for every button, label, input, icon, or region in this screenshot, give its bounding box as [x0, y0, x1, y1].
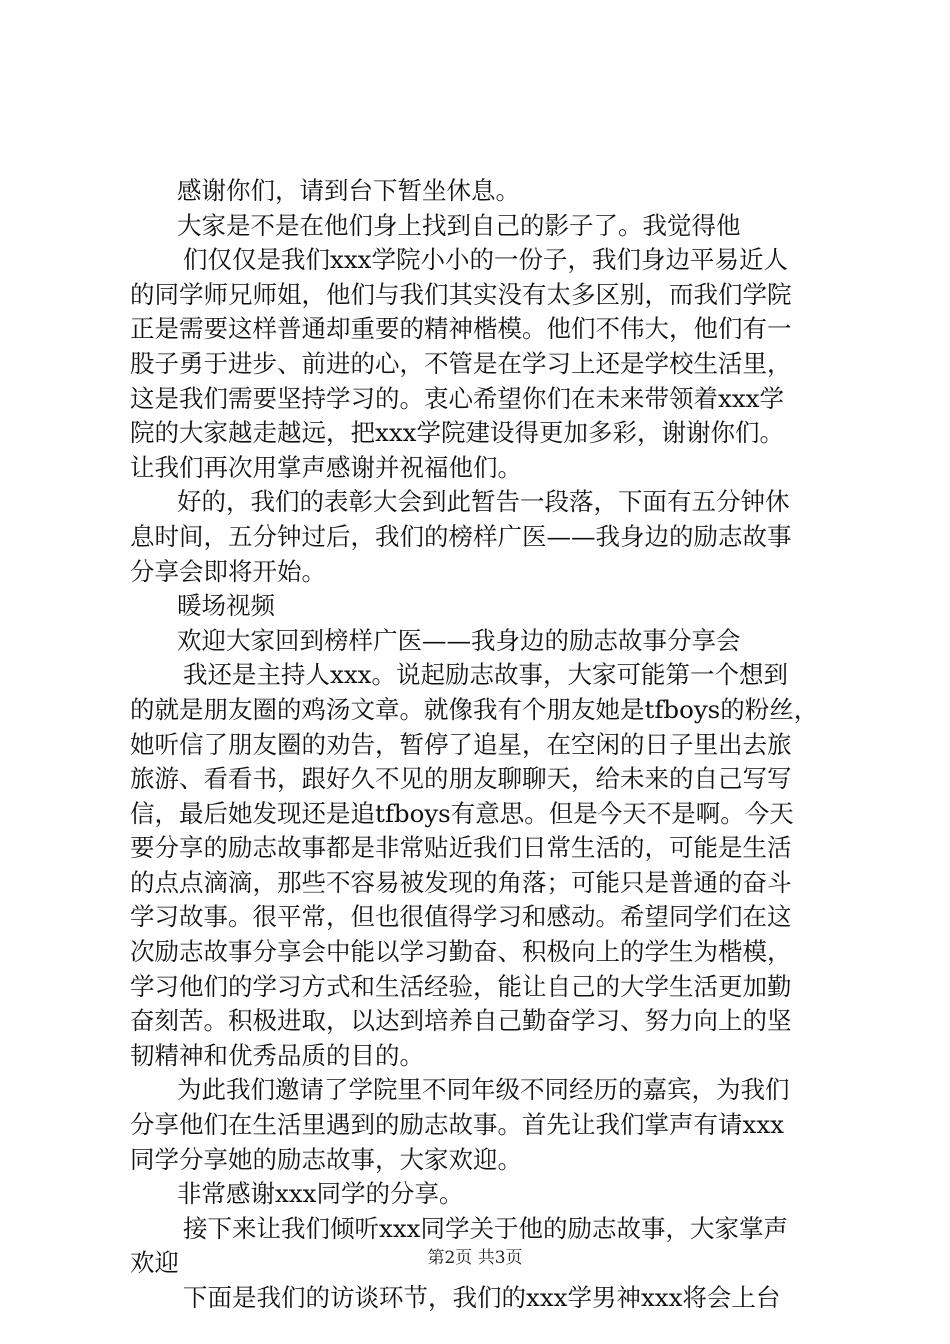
text-line: 学习他们的学习方式和生活经验，能让自己的大学生活更加勤	[130, 971, 792, 1001]
text-line: 学习故事。很平常，但也很值得学习和感动。希望同学们在这	[130, 902, 792, 932]
page-footer: 第2页 共3页	[427, 1248, 523, 1268]
text-line: 同学分享她的励志故事，大家欢迎。	[130, 1144, 522, 1174]
text-line: 好的，我们的表彰大会到此暂告一段落，下面有五分钟休	[177, 487, 790, 517]
text-line: 要分享的励志故事都是非常贴近我们日常生活的，可能是生活	[130, 833, 792, 863]
text-line: 为此我们邀请了学院里不同年级不同经历的嘉宾，为我们	[177, 1075, 790, 1105]
text-line: 欢迎大家回到榜样广医——我身边的励志故事分享会	[177, 625, 741, 655]
text-line: 旅游、看看书，跟好久不见的朋友聊聊天，给未来的自己写写	[130, 764, 792, 794]
text-line: 的就是朋友圈的鸡汤文章。就像我有个朋友她是tfboys的粉丝，	[130, 694, 819, 724]
text-line: 接下来让我们倾听xxx同学关于他的励志故事，大家掌声	[183, 1213, 788, 1243]
text-line: 大家是不是在他们身上找到自己的影子了。我觉得他	[177, 210, 741, 240]
text-line: 的同学师兄师姐，他们与我们其实没有太多区别，而我们学院	[130, 279, 792, 309]
text-line: 分享他们在生活里遇到的励志故事。首先让我们掌声有请xxx	[130, 1110, 784, 1140]
text-line: 分享会即将开始。	[130, 556, 326, 586]
text-line: 暖场视频	[177, 591, 275, 621]
text-line: 感谢你们，请到台下暂坐休息。	[177, 176, 520, 205]
text-line: 奋刻苦。积极进取，以达到培养自己勤奋学习、努力向上的坚	[130, 1006, 792, 1036]
text-line: 们仅仅是我们xxx学院小小的一份子，我们身边平易近人	[183, 245, 788, 275]
text-line: 正是需要这样普通却重要的精神楷模。他们不伟大，他们有一	[130, 314, 792, 344]
text-line: 息时间，五分钟过后，我们的榜样广医——我身边的励志故事	[130, 521, 792, 551]
text-line: 次励志故事分享会中能以学习勤奋、积极向上的学生为楷模，	[130, 937, 792, 967]
text-line: 非常感谢xxx同学的分享。	[177, 1179, 464, 1209]
text-line: 这是我们需要坚持学习的。衷心希望你们在未来带领着xxx学	[130, 383, 784, 413]
text-line: 韧精神和优秀品质的目的。	[130, 1040, 424, 1070]
text-line: 下面是我们的访谈环节，我们的xxx学男神xxx将会上台	[183, 1283, 781, 1312]
text-line: 信，最后她发现还是追tfboys有意思。但是今天不是啊。今天	[130, 798, 794, 828]
body-text	[130, 174, 830, 1316]
text-line: 的点点滴滴，那些不容易被发现的角落；可能只是普通的奋斗	[130, 867, 792, 897]
text-line: 院的大家越走越远，把xxx学院建设得更加多彩，谢谢你们。	[130, 418, 784, 448]
text-line: 让我们再次用掌声感谢并祝福他们。	[130, 452, 522, 482]
text-line: 我还是主持人xxx。说起励志故事，大家可能第一个想到	[183, 660, 788, 690]
text-line: 股子勇于进步、前进的心，不管是在学习上还是学校生活里，	[130, 348, 792, 378]
text-line: 欢迎	[130, 1248, 179, 1278]
text-line: 她听信了朋友圈的劝告，暂停了追星，在空闲的日子里出去旅	[130, 729, 792, 759]
